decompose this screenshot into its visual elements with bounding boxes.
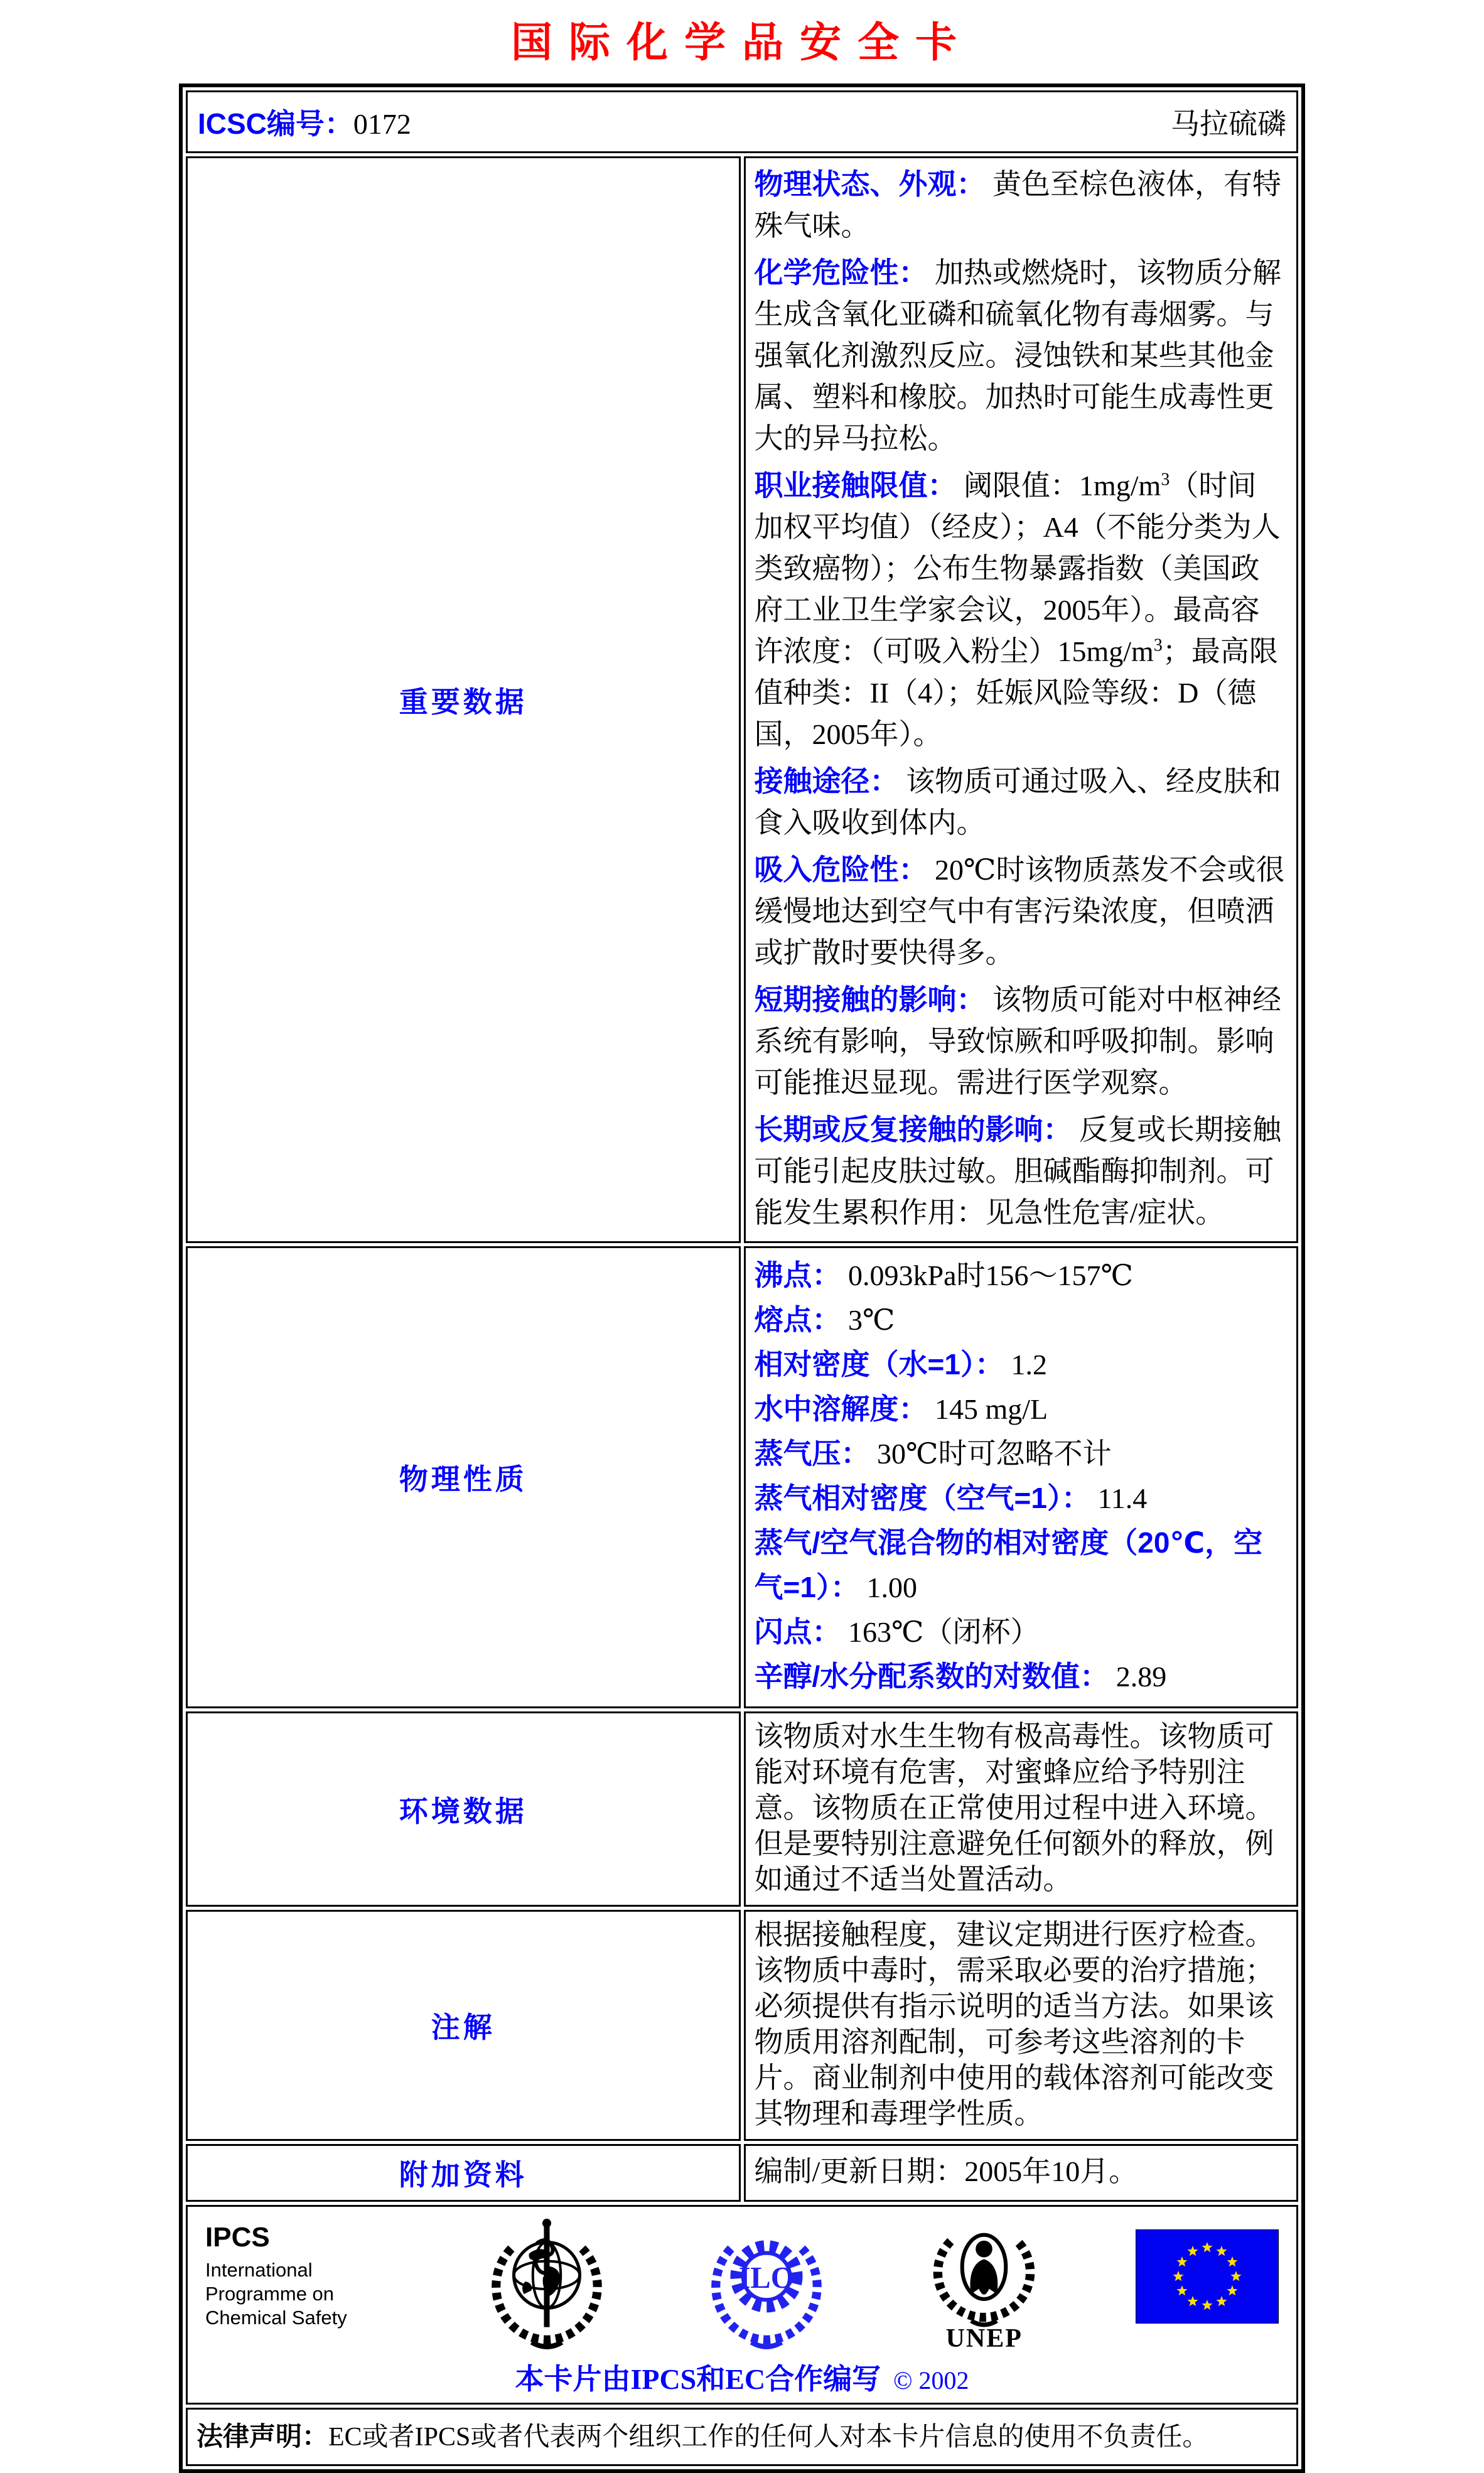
header-row bbox=[186, 90, 1298, 153]
chemical-danger-item: 化学危险性： 加热或燃烧时，该物质分解生成含氧化亚磷和硫氧化物有毒烟雾。与强氧化剂激烈反应。浸蚀铁和某些其他金属、塑料和橡胶。加热时可能生成毒性更大的异马拉松。 bbox=[754, 256, 1281, 455]
ilo-logo-icon bbox=[700, 2216, 833, 2355]
legal-row bbox=[186, 2408, 1298, 2466]
inhalation-risk-item: 吸入危险性： 20℃时该物质蒸发不会或很缓慢地达到空气中有害污染浓度，但喷洒或扩散时要快得多。 bbox=[754, 853, 1285, 969]
legal-cell bbox=[186, 2408, 1298, 2466]
eu-flag-icon bbox=[1136, 2229, 1279, 2324]
unep-logo-block bbox=[920, 2216, 1048, 2354]
additional-info-row bbox=[186, 2144, 1298, 2202]
vapor-pressure-item: 蒸气压： 30℃时可忽略不计 bbox=[754, 1437, 1112, 1470]
physical-state-item: 物理状态、外观： 黄色至棕色液体，有特殊气味。 bbox=[754, 168, 1281, 242]
unep-logo-icon bbox=[920, 2216, 1048, 2329]
ipcs-text-block: IPCS International Programme on Chemical Safety bbox=[205, 2216, 394, 2330]
vapor-density-item: 蒸气相对密度（空气=1）： 11.4 bbox=[754, 1482, 1148, 1514]
section-label-important-data: 重要数据 bbox=[186, 156, 741, 1243]
icsc-number-value: 0172 bbox=[353, 108, 411, 140]
header-cell bbox=[186, 90, 1298, 153]
notes-row bbox=[186, 1910, 1298, 2141]
physical-properties-content bbox=[744, 1246, 1299, 1708]
boiling-point-item: 沸点： 0.093kPa时156～157℃ bbox=[754, 1259, 1133, 1291]
environmental-data-content: 该物质对水生生物有极高毒性。该物质可能对环境有危害，对蜜蜂应给予特别注意。该物质在正常使用过程中进入环境。但是要特别注意避免任何额外的释放，例如通过不适当处置活动。 bbox=[744, 1711, 1299, 1907]
legal-text: EC或者IPCS或者代表两个组织工作的任何人对本卡片信息的使用不负责任。 bbox=[328, 2423, 1209, 2452]
environmental-data-row bbox=[186, 1711, 1298, 1907]
long-term-effects-item: 长期或反复接触的影响： 反复或长期接触可能引起皮肤过敏。胆碱酯酶抑制剂。可能发生累积作用：见急性危害/症状。 bbox=[754, 1113, 1281, 1229]
relative-density-item: 相对密度（水=1）： 1.2 bbox=[754, 1348, 1047, 1381]
physical-properties-row bbox=[186, 1246, 1298, 1708]
who-logo-icon bbox=[481, 2216, 613, 2355]
exposure-routes-item: 接触途径： 该物质可通过吸入、经皮肤和食入吸收到体内。 bbox=[754, 765, 1281, 839]
chemical-name: 马拉硫磷 bbox=[1171, 108, 1286, 140]
icsc-number-label: ICSC编号： bbox=[198, 107, 353, 140]
icsc-card-table bbox=[179, 84, 1305, 2473]
vapor-air-mixture-density-item: 蒸气/空气混合物的相对密度（20℃，空气=1）： 1.00 bbox=[754, 1526, 1263, 1603]
occupational-exposure-item: 职业接触限值： 阈限值：$1mg/m^3$（时间加权平均值）（经皮）；A4（不能分类为人类致癌物）；公布生物暴露指数（美国政府工业卫生学家会议，2005年）。最高容许浓度：（可吸入粉尘）$15mg/m^3$；最高限值种类：II（4）；妊娠风险等级：D（德国，2005年）。 bbox=[754, 469, 1281, 750]
section-label-additional-info: 附加资料 bbox=[186, 2144, 741, 2202]
short-term-effects-item: 短期接触的影响： 该物质可能对中枢神经系统有影响，导致惊厥和呼吸抑制。影响可能推迟显现。需进行医学观察。 bbox=[754, 983, 1281, 1099]
octanol-water-coefficient-item: 辛醇/水分配系数的对数值： 2.89 bbox=[754, 1660, 1167, 1693]
superscript: 3 bbox=[1153, 635, 1163, 655]
important-data-row bbox=[186, 156, 1298, 1243]
logos-row bbox=[186, 2205, 1298, 2405]
melting-point-item: 熔点： 3℃ bbox=[754, 1303, 895, 1336]
additional-info-content: 编制/更新日期：2005年10月。 bbox=[744, 2144, 1299, 2202]
page-title: 国际化学品安全卡 bbox=[511, 20, 973, 66]
section-label-physical-properties: 物理性质 bbox=[186, 1246, 741, 1708]
section-label-notes: 注解 bbox=[186, 1910, 741, 2141]
unep-logo-text: UNEP bbox=[945, 2324, 1023, 2353]
copyright-text: © 2002 bbox=[893, 2366, 969, 2395]
superscript: 3 bbox=[1161, 470, 1170, 490]
important-data-content bbox=[744, 156, 1299, 1243]
ipcs-acronym: IPCS bbox=[205, 2222, 270, 2253]
notes-content: 根据接触程度，建议定期进行医疗检查。该物质中毒时，需采取必要的治疗措施；必须提供有指示说明的适当方法。如果该物质用溶剂配制，可参考这些溶剂的卡片。商业制剂中使用的载体溶剂可能改变其物理和毒理学性质。 bbox=[744, 1910, 1299, 2141]
logos-strip bbox=[205, 2216, 1279, 2355]
cooperation-caption: 本卡片由IPCS和EC合作编写 © 2002 bbox=[515, 2363, 969, 2395]
water-solubility-item: 水中溶解度： 145 mg/L bbox=[754, 1393, 1048, 1425]
flash-point-item: 闪点： 163℃（闭杯） bbox=[754, 1615, 1040, 1648]
section-label-environmental-data: 环境数据 bbox=[186, 1711, 741, 1907]
legal-label: 法律声明： bbox=[196, 2422, 329, 2451]
svg-text:ILO: ILO bbox=[738, 2261, 794, 2295]
logos-cell bbox=[186, 2205, 1298, 2405]
